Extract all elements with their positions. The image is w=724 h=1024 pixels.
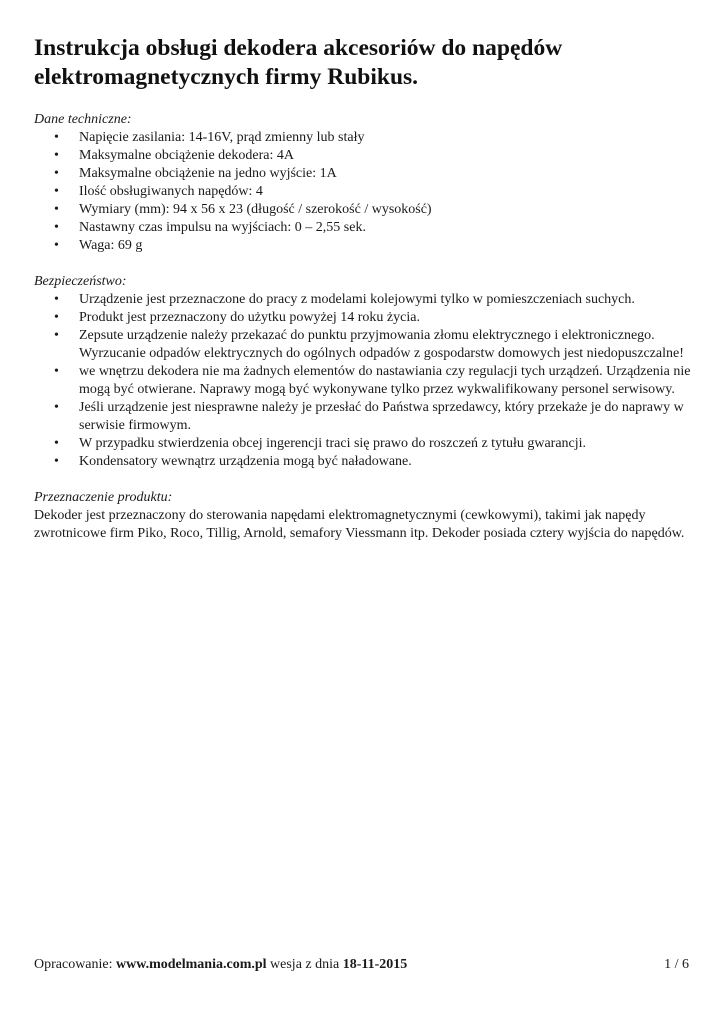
tech-list — [34, 129, 694, 255]
list-item: • Napięcie zasilania: 14-16V, prąd zmienny lub stały — [54, 130, 365, 145]
purpose-heading: Przeznaczenie produktu: — [34, 490, 173, 505]
bullet-icon: • — [54, 202, 59, 217]
list-item: • Waga: 69 g — [54, 238, 143, 253]
bullet-icon: • — [54, 364, 59, 379]
list-item: • Ilość obsługiwanych napędów: 4 — [54, 184, 263, 199]
bullet-icon: • — [54, 454, 59, 469]
safety-heading: Bezpieczeństwo: — [34, 274, 127, 289]
footer-middle: wesja z dnia — [266, 957, 343, 972]
bullet-icon: • — [54, 400, 59, 415]
list-item: • Nastawny czas impulsu na wyjściach: 0 – 2,55 sek. — [54, 220, 366, 235]
bullet-icon: • — [54, 328, 59, 343]
list-item: • we wnętrzu dekodera nie ma żadnych elementów do nastawiania czy regulacji tych urządzeń. Urządzenia nie mogą być otwierane. Naprawy mogą być wykonywane tylko przez wykwalifikowany personel serwisowy. — [54, 364, 691, 397]
purpose-section — [34, 489, 694, 543]
page-number: 1 / 6 — [664, 957, 689, 972]
footer-date: 18-11-2015 — [342, 957, 408, 972]
list-item: • Maksymalne obciążenie na jedno wyjście: 1A — [54, 166, 337, 181]
bullet-icon: • — [54, 130, 59, 145]
list-item: • Urządzenie jest przeznaczone do pracy z modelami kolejowymi tylko w pomieszczeniach suchych. — [54, 292, 635, 307]
list-item: • Wymiary (mm): 94 x 56 x 23 (długość / szerokość / wysokość) — [54, 202, 432, 217]
spacer — [34, 255, 694, 273]
list-item: • Produkt jest przeznaczony do użytku powyżej 14 roku życia. — [54, 310, 420, 325]
bullet-icon: • — [54, 310, 59, 325]
bullet-icon: • — [54, 436, 59, 451]
purpose-text: Dekoder jest przeznaczony do sterowania napędami elektromagnetycznymi (cewkowymi), takimi jak napędy zwrotnicowe firm Piko, Roco, Tillig, Arnold, semafory Viessmann itp. Dekoder posiada cztery wyjścia do napędów. — [34, 508, 685, 541]
bullet-icon: • — [54, 220, 59, 235]
bullet-icon: • — [54, 292, 59, 307]
list-item: • W przypadku stwierdzenia obcej ingerencji traci się prawo do roszczeń z tytułu gwarancji. — [54, 436, 587, 451]
tech-heading: Dane techniczne: — [34, 112, 132, 127]
list-item: • Zepsute urządzenie należy przekazać do punktu przyjmowania złomu elektrycznego i elektronicznego. Wyrzucanie odpadów elektrycznych do ogólnych odpadów z gospodarstw domowych jest niedopuszczalne! — [54, 328, 684, 361]
list-item: • Kondensatory wewnątrz urządzenia mogą być naładowane. — [54, 454, 412, 469]
document-title: Instrukcja obsługi dekodera akcesoriów do napędów elektromagnetycznych firmy Rubikus. — [34, 35, 563, 90]
page-footer — [34, 956, 689, 974]
spacer — [34, 471, 694, 489]
safety-list — [34, 291, 694, 471]
safety-section — [34, 273, 694, 471]
list-item: • Jeśli urządzenie jest niesprawne należy je przesłać do Państwa sprzedawcy, który przekaże je do naprawy w serwisie firmowym. — [54, 400, 684, 433]
bullet-icon: • — [54, 148, 59, 163]
bullet-icon: • — [54, 238, 59, 253]
document-page — [34, 34, 694, 543]
bullet-icon: • — [54, 184, 59, 199]
tech-section — [34, 111, 694, 255]
bullet-icon: • — [54, 166, 59, 181]
footer-prefix: Opracowanie: — [34, 957, 117, 972]
footer-site-link[interactable]: www.modelmania.com.pl — [116, 957, 267, 972]
list-item: • Maksymalne obciążenie dekodera: 4A — [54, 148, 294, 163]
